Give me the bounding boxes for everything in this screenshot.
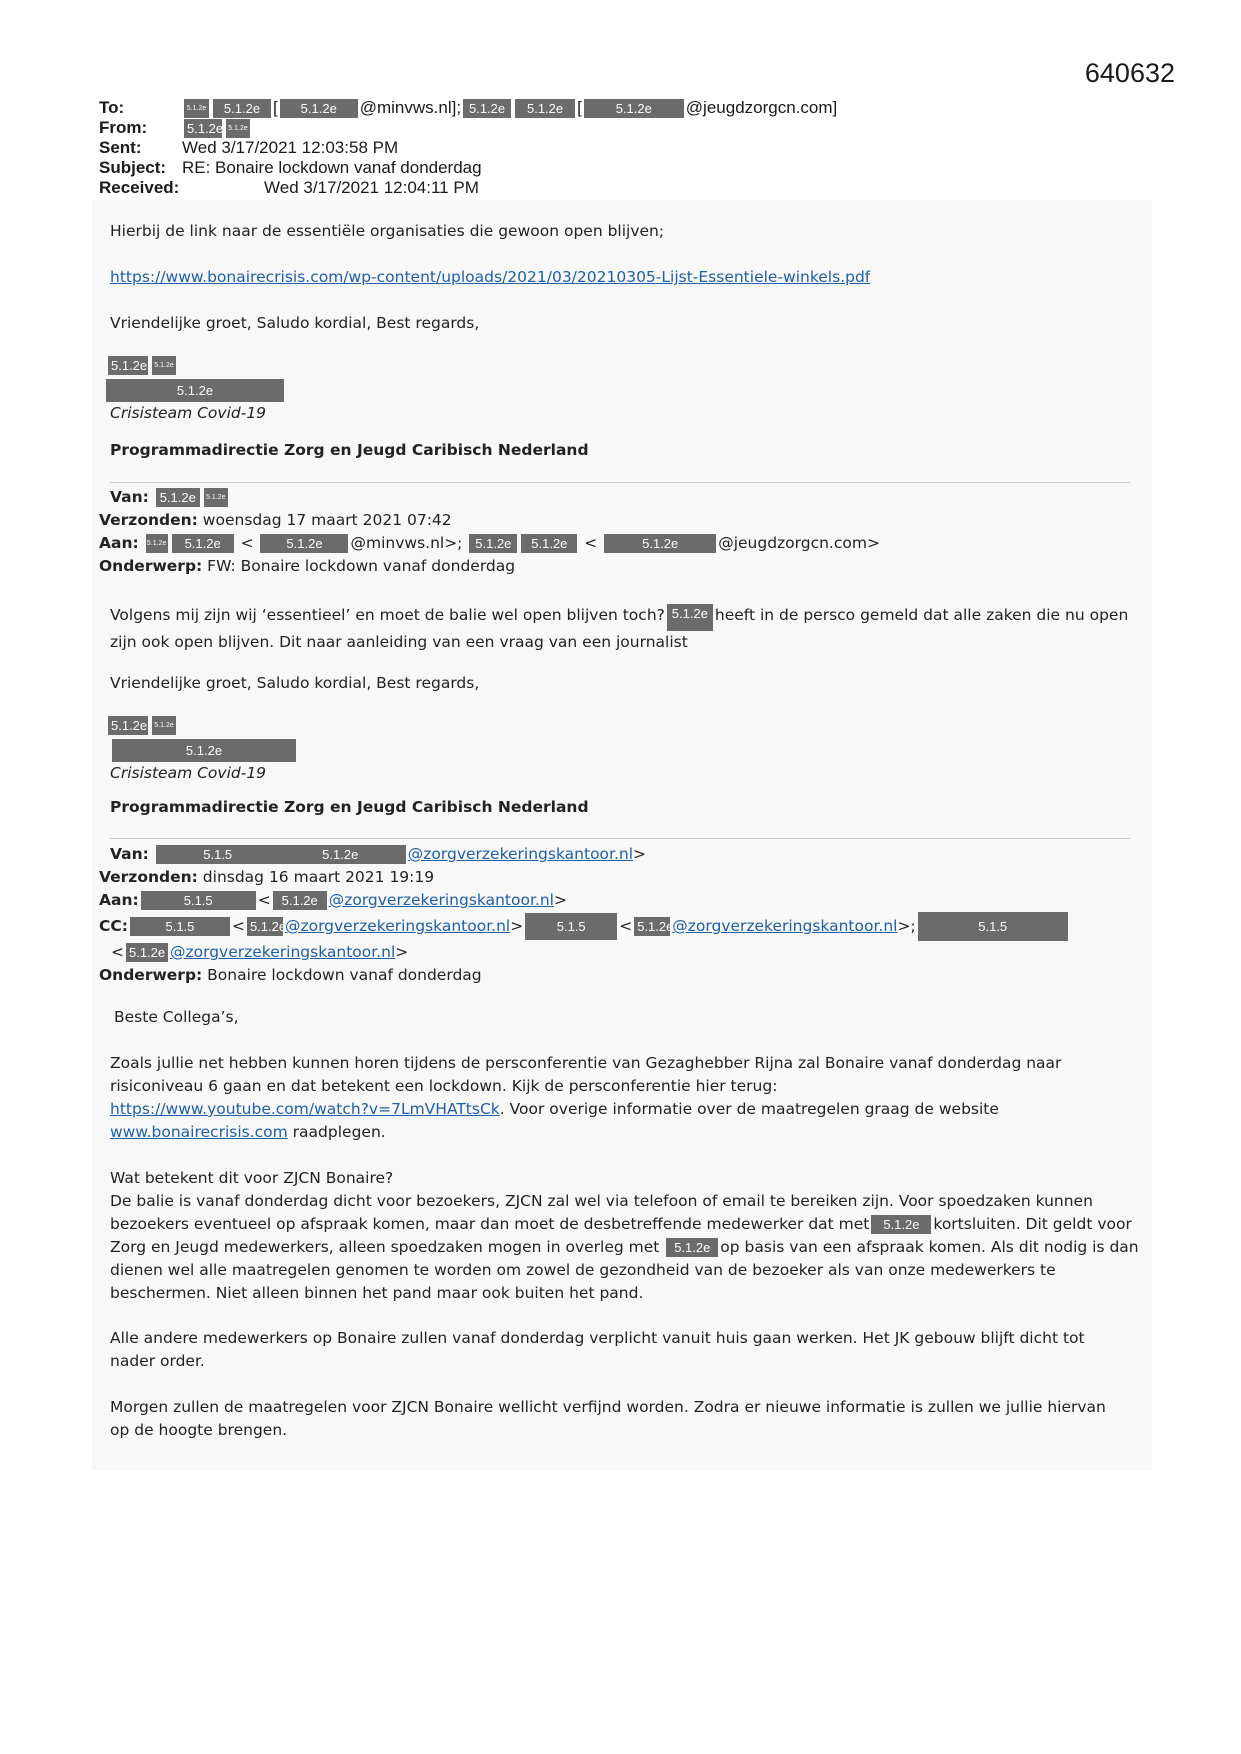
redaction: 5.1.2e xyxy=(260,534,348,553)
msg2-greeting: Vriendelijke groet, Saludo kordial, Best regards, xyxy=(110,674,480,692)
cc-email-link-3[interactable]: @zorgverzekeringskantoor.nl xyxy=(170,943,396,961)
received-label: Received: xyxy=(99,178,180,197)
redaction: 5.1.2e xyxy=(871,1215,931,1234)
redaction: 5.1.2e xyxy=(213,99,271,118)
para2-line: Zorg en Jeugd medewerkers, alleen spoedzaken mogen in overleg met xyxy=(110,1238,660,1256)
para4-line: op de hoogte brengen. xyxy=(110,1421,288,1439)
aan-domain-2: @jeugdzorgcn.com> xyxy=(718,534,880,552)
redaction: 5.1.5 xyxy=(918,912,1068,941)
msg3-salutation: Beste Collega’s, xyxy=(114,1008,239,1026)
youtube-link[interactable]: https://www.youtube.com/watch?v=7LmVHATtsCk xyxy=(110,1100,500,1118)
to-label: To: xyxy=(99,98,125,117)
redaction: 5.1.2e xyxy=(273,891,327,910)
aan-domain-1: @minvws.nl>; xyxy=(350,534,463,552)
redaction: 5.1.2e xyxy=(112,739,296,762)
document-number: 640632 xyxy=(1084,58,1175,88)
redaction: 5.1.2e xyxy=(226,119,250,138)
aan-email-link[interactable]: @zorgverzekeringskantoor.nl xyxy=(328,891,554,909)
redaction: 5.1.5 xyxy=(525,913,617,940)
sig-team: Crisisteam Covid-19 xyxy=(110,764,267,782)
para2-line: De balie is vanaf donderdag dicht voor bezoekers, ZJCN zal wel via telefoon of email te bereiken zijn. Voor spoedzaken kunnen xyxy=(110,1192,1093,1210)
onderwerp-value: FW: Bonaire lockdown vanaf donderdag xyxy=(207,557,516,575)
separator xyxy=(110,482,1130,483)
van-label: Van: xyxy=(110,488,149,506)
redaction: 5.1.2e xyxy=(584,99,684,118)
redaction: 5.1.5 xyxy=(141,891,256,910)
sent-row xyxy=(99,138,837,158)
redaction: 5.1.2e xyxy=(521,534,577,553)
received-row xyxy=(99,178,837,198)
onderwerp-label: Onderwerp: xyxy=(99,557,203,575)
verzonden-value: woensdag 17 maart 2021 07:42 xyxy=(202,511,452,529)
msg2-org: Programmadirectie Zorg en Jeugd Caribisch Nederland xyxy=(110,798,589,816)
bonairecrisis-link[interactable]: www.bonairecrisis.com xyxy=(110,1123,288,1141)
sent-value: Wed 3/17/2021 12:03:58 PM xyxy=(182,138,399,157)
msg1-signature xyxy=(110,354,286,425)
sender-email-link[interactable]: @zorgverzekeringskantoor.nl xyxy=(407,845,634,863)
msg2-signature xyxy=(110,714,298,785)
redaction: 5.1.2e xyxy=(108,716,148,735)
redaction: 5.1.2e xyxy=(280,99,358,118)
redaction: 5.1.2e xyxy=(666,1238,718,1257)
msg2-body-a: Volgens mij zijn wij ‘essentieel’ en moet de balie wel open blijven toch? xyxy=(110,606,665,624)
msg1-org: Programmadirectie Zorg en Jeugd Caribisch Nederland xyxy=(110,441,589,459)
para3-line: Alle andere medewerkers op Bonaire zullen vanaf donderdag verplicht vanuit huis gaan werken. Het JK gebouw blijft dicht tot xyxy=(110,1329,1085,1347)
msg2-body-b: heeft in de persco gemeld dat alle zaken die nu open xyxy=(714,606,1129,624)
msg3-para2 xyxy=(110,1167,1139,1305)
cc-email-link-2[interactable]: @zorgverzekeringskantoor.nl xyxy=(672,917,898,935)
subject-label: Subject: xyxy=(99,158,167,177)
para1-line: raadplegen. xyxy=(287,1123,386,1141)
redaction: 5.1.2e xyxy=(172,534,234,553)
verzonden-label: Verzonden: xyxy=(99,868,198,886)
para2-line: beschermen. Niet alleen binnen het pand maar ook buiten het pand. xyxy=(110,1284,644,1302)
van-label: Van: xyxy=(110,845,149,863)
redaction: 5.1.2e xyxy=(247,917,283,936)
redaction: 5.1.2e xyxy=(515,99,575,118)
redaction: 5.1.2e xyxy=(463,99,511,118)
redaction: 5.1.2e xyxy=(156,488,200,507)
redaction: 5.1.2e xyxy=(204,488,228,507)
separator xyxy=(110,838,1130,839)
onderwerp-label: Onderwerp: xyxy=(99,966,203,984)
email-header xyxy=(99,98,837,198)
redaction: 5.1.5 xyxy=(130,917,230,936)
msg3-para4 xyxy=(110,1396,1106,1442)
redaction: 5.1.2e xyxy=(469,534,517,553)
redaction: 5.1.2e xyxy=(184,99,209,118)
to-domain-2: @jeugdzorgcn.com] xyxy=(685,98,838,117)
redaction: 5.1.2e xyxy=(152,716,176,735)
msg3-para1 xyxy=(110,1052,1061,1144)
onderwerp-value: Bonaire lockdown vanaf donderdag xyxy=(207,966,482,984)
aan-label: Aan: xyxy=(99,534,139,552)
redaction: 5.1.5 5.1.2e xyxy=(156,845,406,864)
aan-label: Aan: xyxy=(99,891,139,909)
msg1-greeting: Vriendelijke groet, Saludo kordial, Best regards, xyxy=(110,314,480,332)
msg3-para3 xyxy=(110,1327,1085,1373)
to-domain-1: @minvws.nl]; xyxy=(359,98,462,117)
msg3-header: Van: 5.1.5 5.1.2e @zorgverzekeringskantoor.nl> Verzonden: dinsdag 16 maart 2021 19:19 Aan: 5.1.5 < 5.1.2e @zorgverzekeringskantoor.nl> CC: 5.1.5 < 5.1.2e@zorgverzekeringskantoor.nl> 5.1.5 < 5.1.2e@zorgverzekeringskantoor.nl>; 5.1.5 < 5.1.2e @zorgverzekeringskantoor.nl> Onderwerp: Bonaire lockdown vanaf donderdag xyxy=(99,843,1070,987)
cc-label: CC: xyxy=(99,917,128,935)
para2-line: op basis van een afspraak komen. Als dit nodig is dan xyxy=(720,1238,1139,1256)
subject-value: RE: Bonaire lockdown vanaf donderdag xyxy=(182,158,482,177)
subject-row xyxy=(99,158,837,178)
para2-line: bezoekers eventueel op afspraak komen, maar dan moet de desbetreffende medewerker dat met xyxy=(110,1215,870,1233)
redaction: 5.1.2e xyxy=(146,534,168,553)
verzonden-label: Verzonden: xyxy=(99,511,198,529)
redaction: 5.1.2e xyxy=(152,356,176,375)
msg2-body xyxy=(110,604,1128,654)
para2-title: Wat betekent dit voor ZJCN Bonaire? xyxy=(110,1169,394,1187)
para2-line: dienen wel alle maatregelen genomen te worden om zowel de gezondheid van de bezoeker als van onze medewerkers te xyxy=(110,1261,1056,1279)
para1-line: . Voor overige informatie over de maatregelen graag de website xyxy=(499,1100,999,1118)
redaction: 5.1.2e xyxy=(604,534,716,553)
para1-line: Zoals jullie net hebben kunnen horen tijdens de persconferentie van Gezaghebber Rijna zal Bonaire vanaf donderdag naar xyxy=(110,1054,1062,1072)
redaction: 5.1.2e xyxy=(126,943,168,962)
redaction: 5.1.2e xyxy=(634,917,670,936)
from-row xyxy=(99,118,837,138)
sig-team: Crisisteam Covid-19 xyxy=(110,404,267,422)
sent-label: Sent: xyxy=(99,138,142,157)
para1-line: risiconiveau 6 gaan en dat betekent een lockdown. Kijk de persconferentie hier terug: xyxy=(110,1077,778,1095)
redaction: 5.1.2e xyxy=(667,604,713,631)
to-row: To: 5.1.2e 5.1.2e [ 5.1.2e @minvws.nl]; 5.1.2e 5.1.2e [ 5.1.2e @jeugdzorgcn.com] xyxy=(99,98,838,117)
redaction: 5.1.2e xyxy=(108,356,148,375)
para3-line: nader order. xyxy=(110,1352,205,1370)
redaction: 5.1.2e xyxy=(106,379,284,402)
msg2-body-c: zijn ook open blijven. Dit naar aanleiding van een vraag van een journalist xyxy=(110,633,688,651)
verzonden-value: dinsdag 16 maart 2021 19:19 xyxy=(202,868,435,886)
redaction: 5.1.2e xyxy=(184,119,222,138)
msg1-link-wrap xyxy=(110,266,870,289)
para2-line: kortsluiten. Dit geldt voor xyxy=(933,1215,1132,1233)
received-value: Wed 3/17/2021 12:04:11 PM xyxy=(264,178,479,197)
msg1-intro: Hierbij de link naar de essentiële organisaties die gewoon open blijven; xyxy=(110,222,665,240)
cc-email-link-1[interactable]: @zorgverzekeringskantoor.nl xyxy=(284,917,511,935)
crisis-pdf-link[interactable]: https://www.bonairecrisis.com/wp-content/uploads/2021/03/20210305-Lijst-Essentiele-winkels.pdf xyxy=(110,268,871,286)
para4-line: Morgen zullen de maatregelen voor ZJCN Bonaire wellicht verfijnd worden. Zodra er nieuwe informatie is zullen we jullie hiervan xyxy=(110,1398,1106,1416)
msg2-header: Van: 5.1.2e 5.1.2e Verzonden: woensdag 17 maart 2021 07:42 Aan: 5.1.2e 5.1.2e < 5.1.2e @minvws.nl>; 5.1.2e 5.1.2e < 5.1.2e @jeugdzorgcn.com> Onderwerp: FW: Bonaire lockdown vanaf donderdag xyxy=(99,488,880,575)
from-label: From: xyxy=(99,118,148,137)
